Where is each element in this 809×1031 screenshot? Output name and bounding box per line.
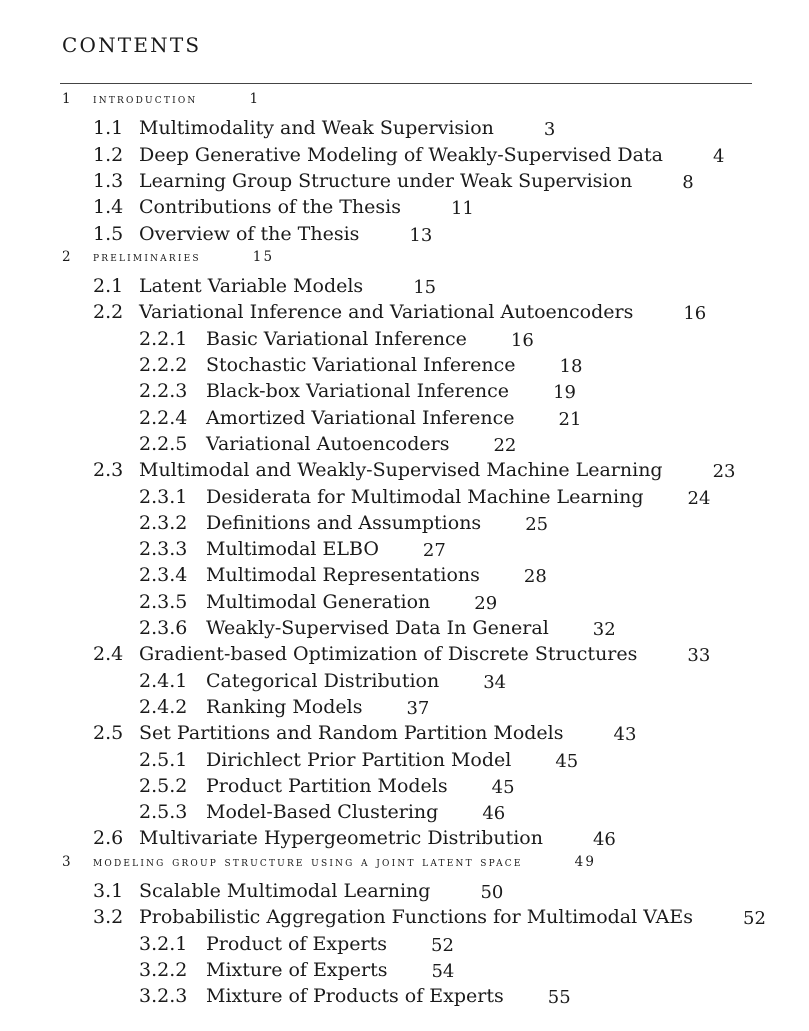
entry-title: Gradient-based Optimization of Discrete Structures — [139, 643, 638, 666]
entry-number: 2.5.1 — [139, 748, 188, 771]
entry-page-number: 18 — [559, 356, 583, 377]
section-entry[interactable] — [0, 117, 809, 143]
entry-page-number: 52 — [431, 934, 454, 956]
entry-number: 2.3.2 — [139, 511, 188, 534]
entry-number: 3.2.1 — [139, 932, 188, 955]
entry-number: 2 — [62, 248, 73, 265]
subsection-entry[interactable] — [0, 328, 809, 354]
entry-page-number: 4 — [712, 145, 725, 167]
entry-number: 3.2.3 — [139, 985, 188, 1008]
subsection-entry[interactable] — [0, 670, 809, 696]
entry-title: Latent Variable Models — [139, 275, 364, 298]
entry-page-number: 46 — [592, 829, 616, 851]
entry-page-number: 1 — [249, 91, 261, 107]
entry-title: Multimodal Representations — [206, 564, 480, 587]
entry-page-number: 46 — [482, 803, 506, 825]
entry-title: Definitions and Assumptions — [206, 511, 482, 534]
entry-page-number: 50 — [480, 882, 504, 903]
entry-page-number: 16 — [683, 303, 707, 325]
entry-page-number: 33 — [687, 645, 711, 667]
entry-number: 2.2.4 — [139, 406, 188, 429]
entry-number: 2.3.6 — [139, 617, 188, 639]
chapter-entry[interactable] — [0, 91, 809, 117]
entry-page-number: 32 — [592, 619, 616, 640]
section-entry[interactable] — [0, 275, 809, 301]
subsection-entry[interactable] — [0, 380, 809, 406]
entry-number: 3.2.2 — [139, 958, 188, 981]
section-entry[interactable] — [0, 906, 809, 932]
section-entry[interactable] — [0, 459, 809, 485]
entry-page-number: 24 — [687, 487, 711, 509]
entry-page-number: 27 — [422, 540, 446, 562]
entry-title: Model-Based Clustering — [206, 801, 439, 824]
entry-title: Learning Group Structure under Weak Supervision — [139, 169, 633, 192]
entry-title: Deep Generative Modeling of Weakly-Supervised Data — [139, 143, 663, 166]
entry-number: 2.4.2 — [139, 695, 188, 718]
entry-page-number: 16 — [510, 329, 534, 351]
subsection-entry[interactable] — [0, 775, 809, 801]
subsection-entry[interactable] — [0, 591, 809, 617]
entry-number: 2.3.4 — [139, 564, 188, 587]
subsection-entry[interactable] — [0, 749, 809, 775]
entry-number: 2.3.5 — [139, 590, 188, 613]
entry-title: Overview of the Thesis — [139, 222, 360, 245]
entry-title: Set Partitions and Random Partition Models — [139, 722, 564, 745]
entry-number: 3.1 — [93, 880, 124, 902]
entry-number: 1.1 — [93, 117, 124, 140]
section-entry[interactable] — [0, 144, 809, 170]
chapter-entry[interactable] — [0, 249, 809, 275]
entry-title: Multimodal Generation — [206, 590, 431, 613]
entry-number: 1.4 — [93, 196, 124, 219]
entry-page-number: 45 — [491, 776, 515, 798]
section-entry[interactable] — [0, 827, 809, 853]
subsection-entry[interactable] — [0, 617, 809, 643]
entry-page-number: 22 — [493, 434, 517, 456]
section-entry[interactable] — [0, 301, 809, 327]
entry-title: Product Partition Models — [206, 774, 448, 797]
contents-heading: CONTENTS — [62, 33, 202, 57]
entry-title: Contributions of the Thesis — [139, 196, 401, 219]
entry-page-number: 23 — [712, 461, 736, 483]
entry-number: 3.2 — [93, 906, 124, 929]
entry-title: Scalable Multimodal Learning — [139, 880, 431, 902]
entry-title: modeling group structure using a joint latent space — [93, 853, 523, 870]
entry-page-number: 3 — [543, 119, 556, 141]
section-entry[interactable] — [0, 643, 809, 669]
entry-title: Stochastic Variational Inference — [206, 354, 516, 376]
subsection-entry[interactable] — [0, 486, 809, 512]
entry-page-number: 13 — [409, 224, 433, 246]
subsection-entry[interactable] — [0, 564, 809, 590]
entry-number: 2.2.5 — [139, 432, 188, 455]
entry-number: 1.2 — [93, 143, 124, 166]
entry-page-number: 34 — [483, 671, 507, 693]
entry-number: 2.5 — [93, 722, 124, 745]
entry-number: 2.4 — [93, 643, 124, 666]
section-entry[interactable] — [0, 196, 809, 222]
subsection-entry[interactable] — [0, 407, 809, 433]
entry-page-number: 45 — [555, 750, 579, 772]
entry-page-number: 55 — [547, 987, 571, 1009]
entry-number: 2.2.1 — [139, 327, 188, 350]
entry-number: 2.4.1 — [139, 669, 188, 692]
entry-title: Amortized Variational Inference — [206, 406, 515, 429]
entry-title: Multivariate Hypergeometric Distribution — [139, 827, 543, 850]
entry-page-number: 52 — [743, 908, 766, 930]
entry-number: 2.3.1 — [139, 485, 188, 508]
entry-page-number: 54 — [431, 960, 455, 982]
entry-title: Multimodal ELBO — [206, 538, 379, 561]
entry-number: 2.5.2 — [139, 774, 188, 797]
entry-number: 2.2.3 — [139, 380, 188, 403]
section-entry[interactable] — [0, 223, 809, 249]
entry-title: Probabilistic Aggregation Functions for Multimodal VAEs — [139, 906, 694, 929]
subsection-entry[interactable] — [0, 985, 809, 1011]
entry-number: 3 — [62, 853, 73, 870]
subsection-entry[interactable] — [0, 433, 809, 459]
section-entry[interactable] — [0, 722, 809, 748]
entry-page-number: 19 — [553, 382, 576, 404]
entry-page-number: 25 — [525, 513, 549, 535]
entry-title: Mixture of Products of Experts — [206, 985, 504, 1008]
entry-title: Variational Autoencoders — [206, 432, 450, 455]
entry-page-number: 37 — [406, 697, 430, 719]
entry-page-number: 29 — [474, 592, 498, 614]
entry-title: introduction — [93, 91, 198, 107]
entry-number: 1.3 — [93, 169, 124, 192]
entry-title: Black-box Variational Inference — [206, 380, 510, 403]
entry-number: 2.5.3 — [139, 801, 188, 824]
entry-page-number: 43 — [613, 724, 637, 746]
entry-number: 1.5 — [93, 222, 124, 245]
entry-page-number: 49 — [574, 853, 597, 870]
section-entry[interactable] — [0, 170, 809, 196]
entry-title: Variational Inference and Variational Autoencoders — [139, 301, 634, 324]
entry-title: Ranking Models — [206, 695, 363, 718]
subsection-entry[interactable] — [0, 801, 809, 827]
entry-page-number: 15 — [252, 248, 275, 265]
subsection-entry[interactable] — [0, 933, 809, 959]
entry-number: 2.6 — [93, 827, 124, 850]
entry-number: 2.3 — [93, 459, 124, 482]
subsection-entry[interactable] — [0, 354, 809, 380]
entry-title: Categorical Distribution — [206, 669, 440, 692]
entry-title: Desiderata for Multimodal Machine Learning — [206, 485, 644, 508]
entry-page-number: 15 — [413, 277, 437, 299]
entry-number: 2.3.3 — [139, 538, 188, 561]
entry-title: Mixture of Experts — [206, 958, 388, 981]
entry-title: Multimodal and Weakly-Supervised Machine Learning — [139, 459, 663, 482]
entry-number: 2.1 — [93, 275, 124, 298]
entry-title: preliminaries — [93, 248, 201, 265]
entry-page-number: 21 — [558, 408, 582, 430]
entry-number: 1 — [62, 91, 73, 107]
subsection-entry[interactable] — [0, 959, 809, 985]
entry-title: Weakly-Supervised Data In General — [206, 617, 549, 639]
entry-number: 2.2 — [93, 301, 124, 324]
entry-page-number: 11 — [450, 198, 474, 220]
entry-title: Product of Experts — [206, 932, 387, 955]
subsection-entry[interactable] — [0, 696, 809, 722]
entry-title: Basic Variational Inference — [206, 327, 467, 350]
chapter-entry[interactable] — [0, 854, 809, 880]
entry-number: 2.2.2 — [139, 354, 188, 376]
entry-page-number: 28 — [523, 566, 547, 588]
subsection-entry[interactable] — [0, 512, 809, 538]
subsection-entry[interactable] — [0, 538, 809, 564]
entry-page-number: 8 — [682, 171, 694, 193]
entry-title: Multimodality and Weak Supervision — [139, 117, 494, 140]
entry-title: Dirichlect Prior Partition Model — [206, 748, 512, 771]
section-entry[interactable] — [0, 880, 809, 906]
